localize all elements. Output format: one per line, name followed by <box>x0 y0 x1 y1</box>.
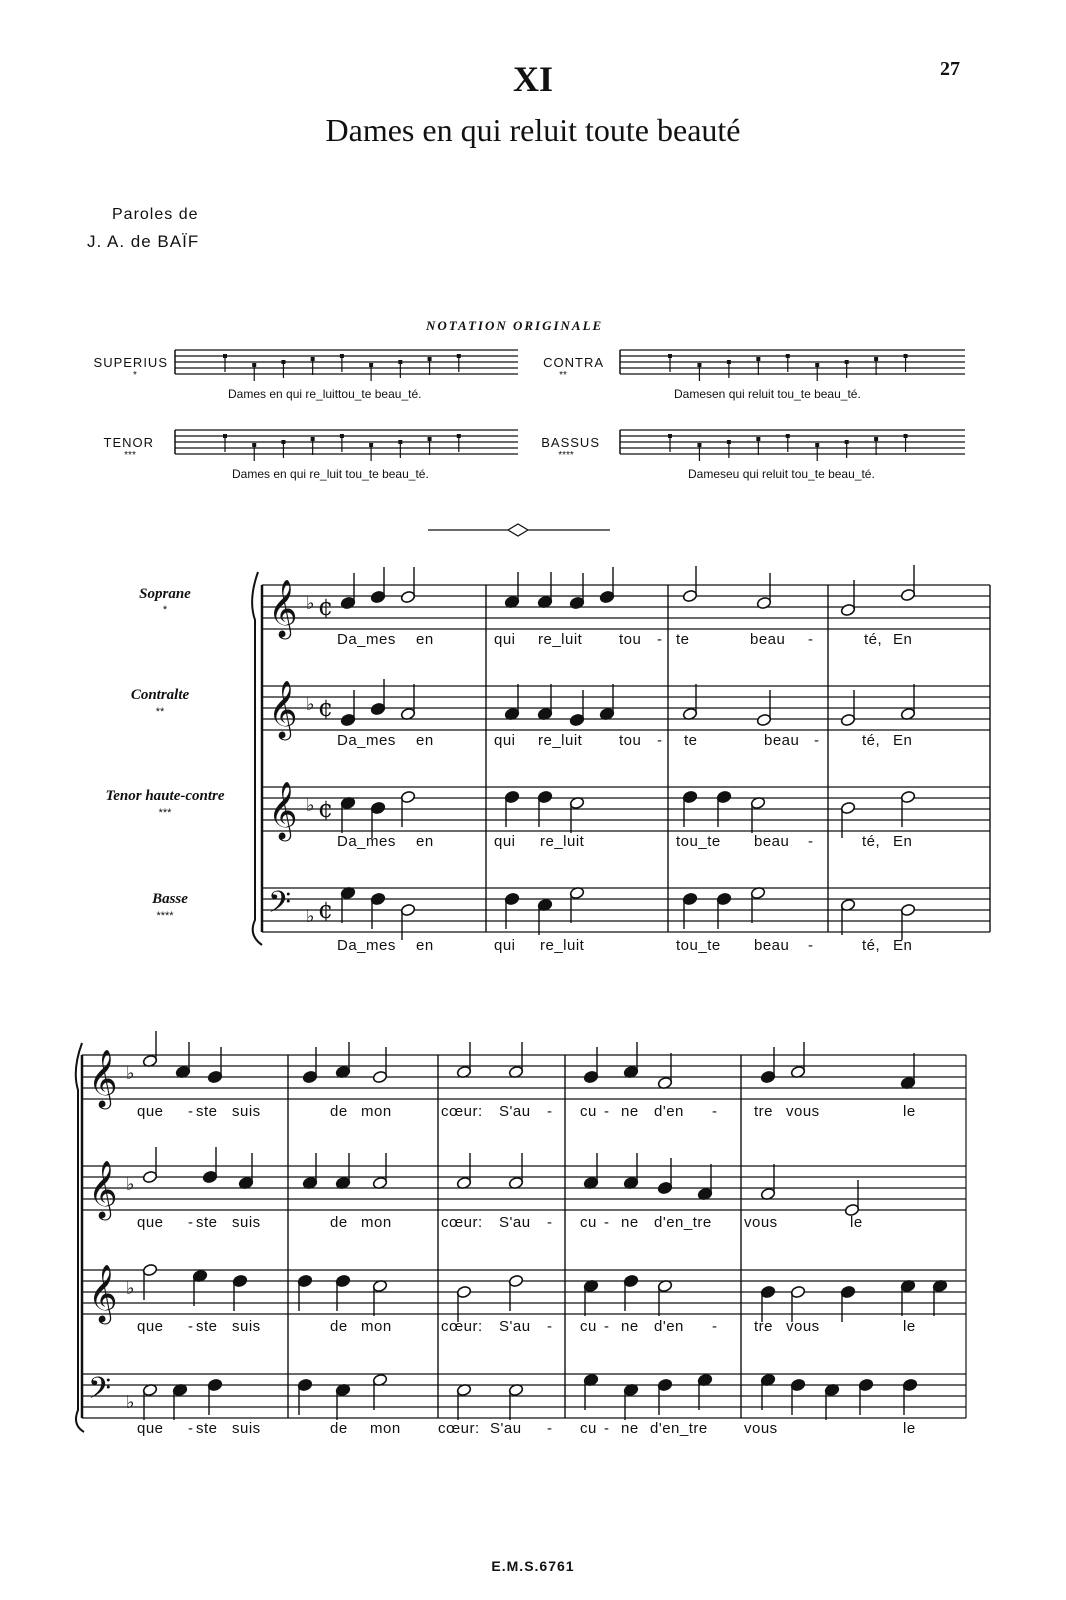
lyric-syllable: té, <box>862 732 881 749</box>
lyric-syllable: re_luit <box>538 732 583 749</box>
orig-note-head <box>340 354 344 358</box>
lyric-syllable: le <box>903 1103 916 1120</box>
lyric-syllable: de <box>330 1103 348 1120</box>
lyric-syllable: d'en_tre <box>650 1420 708 1437</box>
lyric-syllable: ste <box>196 1214 218 1231</box>
voice-name-tenor: Tenor haute-contre <box>105 788 225 804</box>
time-signature: ¢ <box>318 795 334 823</box>
orig-note-head <box>281 440 285 444</box>
voice-stars-contralte: ** <box>155 706 165 718</box>
time-signature: ¢ <box>318 694 334 722</box>
lyric-syllable: - <box>188 1420 194 1437</box>
lyric-syllable: - <box>814 732 820 749</box>
orig-lyric-tenor: Dames en qui re_luit tou_te beau_té. <box>232 467 429 481</box>
lyric-syllable: - <box>188 1318 194 1335</box>
lyric-syllable: qui <box>494 732 516 749</box>
orig-note-head <box>815 443 819 447</box>
lyric-syllable: - <box>657 631 663 648</box>
lyric-syllable: le <box>850 1214 863 1231</box>
lyric-syllable: ne <box>621 1103 639 1120</box>
orig-note-head <box>727 360 731 364</box>
system-brace <box>252 572 262 945</box>
lyric-syllable: - <box>604 1214 610 1231</box>
key-flat: ♭ <box>306 593 315 614</box>
lyric-syllable: cu <box>580 1103 597 1120</box>
orig-note-head <box>340 434 344 438</box>
orig-stars-contra: ** <box>559 370 567 381</box>
lyric-syllable: - <box>604 1103 610 1120</box>
key-flat: ♭ <box>306 694 315 715</box>
orig-note-head <box>369 443 373 447</box>
lyric-syllable: ste <box>196 1420 218 1437</box>
key-flat: ♭ <box>126 1278 135 1299</box>
lyric-syllable: cœur: <box>441 1214 483 1231</box>
piece-title: Dames en qui reluit toute beauté <box>325 112 741 148</box>
lyric-syllable: ne <box>621 1214 639 1231</box>
lyric-syllable: tou_te <box>676 937 721 954</box>
lyric-syllable: En <box>893 631 913 648</box>
lyric-syllable: - <box>808 833 814 850</box>
lyric-syllable: vous <box>786 1103 820 1120</box>
orig-note-head <box>457 434 461 438</box>
lyric-syllable: vous <box>744 1214 778 1231</box>
lyric-syllable: - <box>657 732 663 749</box>
orig-note-head <box>369 363 373 367</box>
notation-originale-title: NOTATION ORIGINALE <box>426 318 604 333</box>
orig-note-head <box>252 363 256 367</box>
lyric-syllable: - <box>547 1103 553 1120</box>
orig-note-head <box>398 360 402 364</box>
lyric-syllable: té, <box>862 937 881 954</box>
orig-label-bassus: BASSUS <box>541 435 600 450</box>
lyric-syllable: - <box>808 631 814 648</box>
treble-clef: 𝄞 <box>268 781 298 839</box>
lyric-syllable: En <box>893 732 913 749</box>
orig-lyric-superius: Dames en qui re_luittou_te beau_té. <box>228 387 422 401</box>
lyric-syllable: ne <box>621 1420 639 1437</box>
lyric-syllable: S'au <box>490 1420 522 1437</box>
orig-note-head <box>697 363 701 367</box>
lyric-syllable: qui <box>494 833 516 850</box>
lyric-syllable: - <box>712 1103 718 1120</box>
lyric-syllable: beau <box>754 833 790 850</box>
lyric-syllable: re_luit <box>540 937 585 954</box>
orig-note-head <box>311 437 315 441</box>
lyric-syllable: Da_mes <box>337 833 396 850</box>
orig-note-head <box>727 440 731 444</box>
lyric-syllable: que <box>137 1103 164 1120</box>
lyric-syllable: S'au <box>499 1103 531 1120</box>
lyric-syllable: cu <box>580 1214 597 1231</box>
lyric-syllable: S'au <box>499 1318 531 1335</box>
lyric-syllable: en <box>416 631 434 648</box>
lyric-syllable: - <box>604 1318 610 1335</box>
orig-note-head <box>252 443 256 447</box>
orig-note-head <box>668 434 672 438</box>
orig-label-superius: SUPERIUS <box>93 355 168 370</box>
orig-note-head <box>756 437 760 441</box>
lyric-syllable: suis <box>232 1318 261 1335</box>
lyric-syllable: re_luit <box>540 833 585 850</box>
orig-stars-bassus: **** <box>558 450 574 461</box>
lyric-syllable: té, <box>862 833 881 850</box>
lyric-syllable: - <box>547 1318 553 1335</box>
key-flat: ♭ <box>126 1063 135 1084</box>
lyric-syllable: - <box>188 1214 194 1231</box>
lyric-syllable: cœur: <box>441 1318 483 1335</box>
lyric-syllable: d'en <box>654 1318 684 1335</box>
lyric-syllable: en <box>416 833 434 850</box>
orig-note-head <box>223 434 227 438</box>
orig-note-head <box>845 360 849 364</box>
lyric-syllable: vous <box>786 1318 820 1335</box>
lyric-syllable: cœur: <box>438 1420 480 1437</box>
lyric-syllable: suis <box>232 1420 261 1437</box>
lyric-syllable: d'en_tre <box>654 1214 712 1231</box>
bass-clef: 𝄢 <box>268 886 292 927</box>
lyric-syllable: - <box>547 1214 553 1231</box>
key-flat: ♭ <box>126 1392 135 1413</box>
lyric-syllable: En <box>893 937 913 954</box>
lyric-syllable: que <box>137 1214 164 1231</box>
orig-note-head <box>223 354 227 358</box>
treble-clef: 𝄞 <box>88 1049 118 1107</box>
lyric-syllable: tou_te <box>676 833 721 850</box>
orig-stars-tenor: *** <box>124 450 136 461</box>
lyric-syllable: cu <box>580 1420 597 1437</box>
orig-note-head <box>786 434 790 438</box>
lyric-syllable: - <box>712 1318 718 1335</box>
lyric-syllable: mon <box>361 1214 392 1231</box>
orig-label-tenor: TENOR <box>103 435 154 450</box>
lyric-syllable: le <box>903 1318 916 1335</box>
orig-note-head <box>904 354 908 358</box>
orig-note-head <box>874 357 878 361</box>
orig-stars-superius: * <box>133 370 137 381</box>
voice-stars-soprane: * <box>162 604 168 616</box>
lyric-syllable: ste <box>196 1103 218 1120</box>
lyric-syllable: mon <box>361 1318 392 1335</box>
orig-note-head <box>457 354 461 358</box>
lyric-syllable: que <box>137 1318 164 1335</box>
key-flat: ♭ <box>126 1174 135 1195</box>
lyric-syllable: Da_mes <box>337 937 396 954</box>
treble-clef: 𝄞 <box>88 1160 118 1218</box>
lyric-syllable: en <box>416 732 434 749</box>
treble-clef: 𝄞 <box>88 1264 118 1322</box>
lyric-syllable: tre <box>754 1103 774 1120</box>
lyric-syllable: - <box>547 1420 553 1437</box>
lyric-syllable: tou <box>619 732 642 749</box>
orig-note-head <box>845 440 849 444</box>
key-flat: ♭ <box>306 906 315 927</box>
lyric-syllable: tou <box>619 631 642 648</box>
lyric-syllable: ne <box>621 1318 639 1335</box>
lyric-syllable: - <box>188 1103 194 1120</box>
orig-note-head <box>428 357 432 361</box>
lyric-syllable: mon <box>361 1103 392 1120</box>
orig-note-head <box>815 363 819 367</box>
voice-stars-basse: **** <box>156 910 174 922</box>
lyrics-credit-label: Paroles de <box>112 206 199 223</box>
time-signature: ¢ <box>318 593 334 621</box>
lyric-syllable: beau <box>750 631 786 648</box>
lyric-syllable: suis <box>232 1103 261 1120</box>
lyric-syllable: En <box>893 833 913 850</box>
orig-note-head <box>281 360 285 364</box>
page-number: 27 <box>940 58 960 80</box>
orig-note-head <box>756 357 760 361</box>
orig-note-head <box>428 437 432 441</box>
orig-note-head <box>668 354 672 358</box>
orig-note-head <box>398 440 402 444</box>
separator-diamond <box>508 524 528 536</box>
lyric-syllable: te <box>676 631 690 648</box>
lyric-syllable: qui <box>494 937 516 954</box>
voice-name-basse: Basse <box>152 891 188 907</box>
lyric-syllable: Da_mes <box>337 732 396 749</box>
bass-clef: 𝄢 <box>88 1372 112 1413</box>
lyrics-author: J. A. de BAÏF <box>87 232 200 251</box>
lyric-syllable: S'au <box>499 1214 531 1231</box>
lyric-syllable: cœur: <box>441 1103 483 1120</box>
orig-note-head <box>786 354 790 358</box>
lyric-syllable: de <box>330 1420 348 1437</box>
lyric-syllable: te <box>684 732 698 749</box>
orig-lyric-contra: Damesen qui reluit tou_te beau_té. <box>674 387 861 401</box>
lyric-syllable: té, <box>864 631 883 648</box>
key-flat: ♭ <box>306 795 315 816</box>
orig-note-head <box>697 443 701 447</box>
orig-note-head <box>311 357 315 361</box>
lyric-syllable: - <box>604 1420 610 1437</box>
treble-clef: 𝄞 <box>268 680 298 738</box>
lyric-syllable: beau <box>764 732 800 749</box>
lyric-syllable: en <box>416 937 434 954</box>
voice-stars-tenor: *** <box>158 807 172 819</box>
lyric-syllable: Da_mes <box>337 631 396 648</box>
voice-name-soprane: Soprane <box>139 586 191 602</box>
lyric-syllable: de <box>330 1318 348 1335</box>
lyric-syllable: que <box>137 1420 164 1437</box>
orig-lyric-bassus: Dameseu qui reluit tou_te beau_té. <box>688 467 875 481</box>
lyric-syllable: cu <box>580 1318 597 1335</box>
time-signature: ¢ <box>318 896 334 924</box>
lyric-syllable: suis <box>232 1214 261 1231</box>
voice-name-contralte: Contralte <box>130 687 190 703</box>
lyric-syllable: ste <box>196 1318 218 1335</box>
lyric-syllable: de <box>330 1214 348 1231</box>
piece-number: XI <box>512 59 553 99</box>
lyric-syllable: vous <box>744 1420 778 1437</box>
lyric-syllable: d'en <box>654 1103 684 1120</box>
lyric-syllable: tre <box>754 1318 774 1335</box>
lyric-syllable: qui <box>494 631 516 648</box>
lyric-syllable: le <box>903 1420 916 1437</box>
treble-clef: 𝄞 <box>268 579 298 637</box>
publisher-code: E.M.S.6761 <box>491 1558 575 1574</box>
orig-label-contra: CONTRA <box>543 355 604 370</box>
lyric-syllable: mon <box>370 1420 401 1437</box>
lyric-syllable: re_luit <box>538 631 583 648</box>
orig-note-head <box>874 437 878 441</box>
orig-note-head <box>904 434 908 438</box>
lyric-syllable: beau <box>754 937 790 954</box>
lyric-syllable: - <box>808 937 814 954</box>
